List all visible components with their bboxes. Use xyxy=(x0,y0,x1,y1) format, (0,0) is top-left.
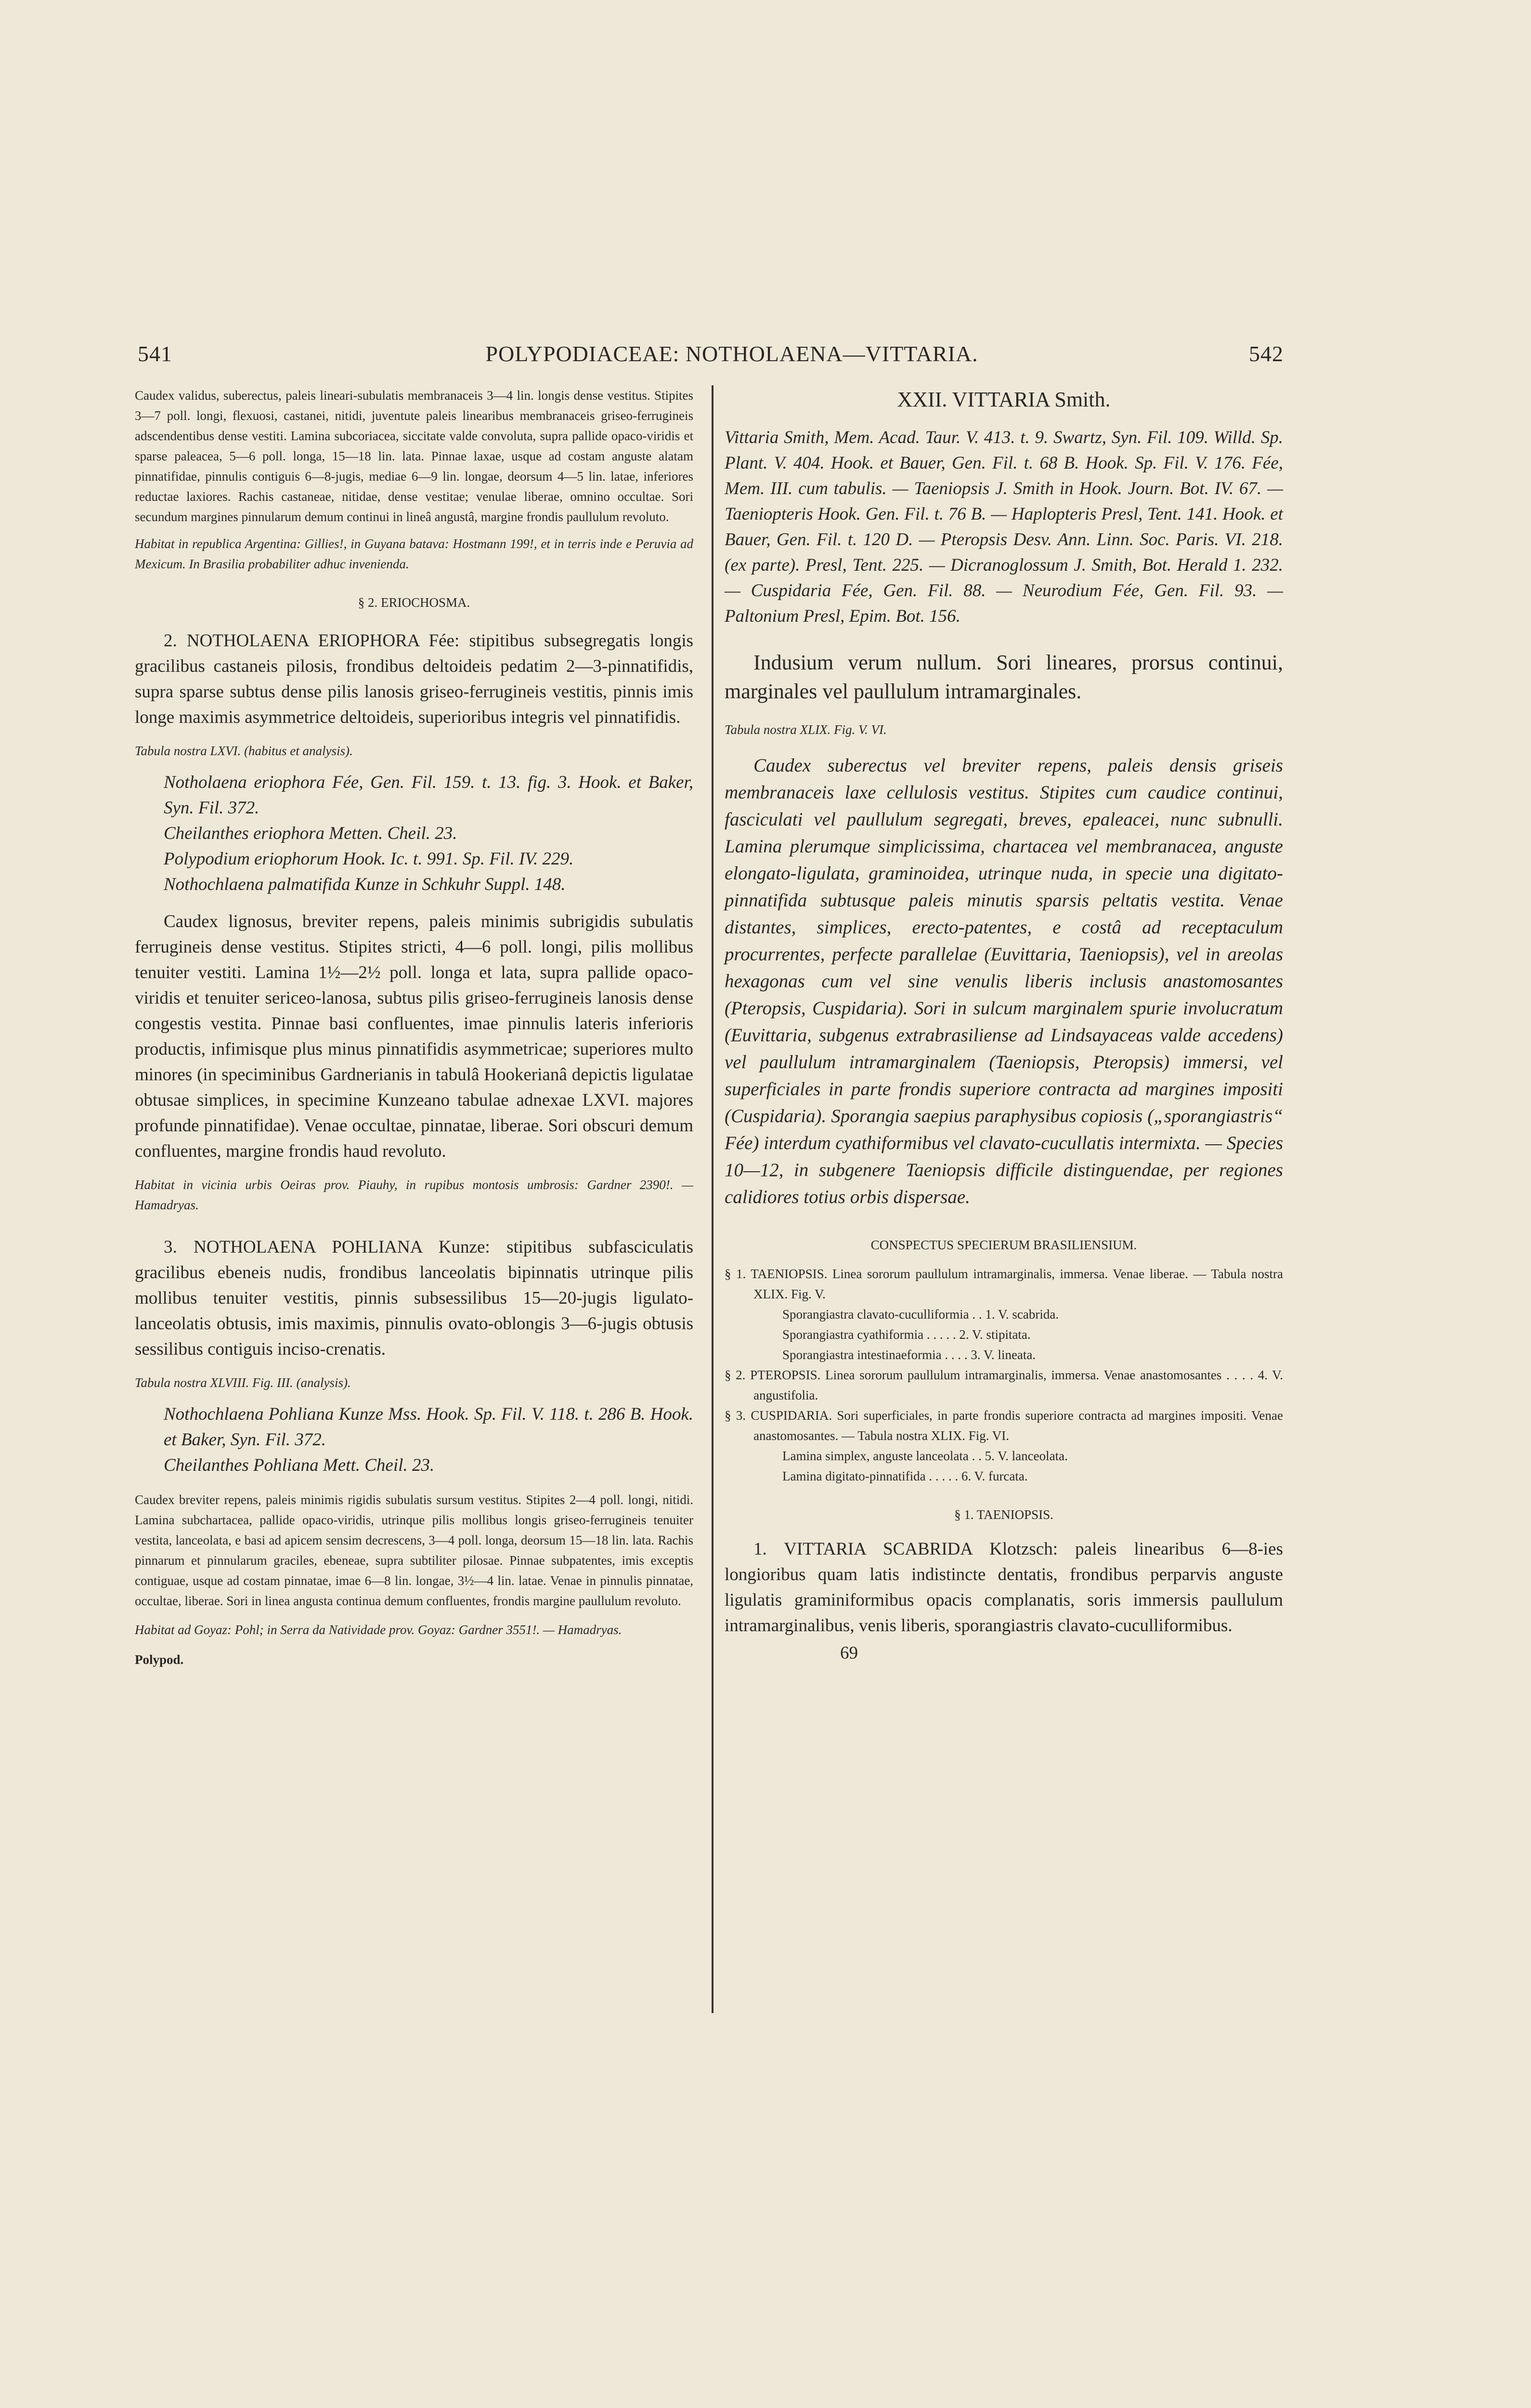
conspectus-section-3: § 3. CUSPIDARIA. Sori superficiales, in parte frondis superiore contracta ad margines impositi. Venae anastomosantes. — Tabula nostra XLIX. Fig. VI. xyxy=(725,1408,1283,1443)
synonym: Notholaena eriophora Fée, Gen. Fil. 159. t. 13. fig. 3. Hook. et Baker, Syn. Fil. 372. xyxy=(164,772,693,818)
conspectus-section-2: § 2. PTEROPSIS. Linea sororum paullulum intramarginalis, immersa. Venae anastomosantes . . . . 4. V. angustifolia. xyxy=(725,1368,1283,1402)
species-3-name: 3. NOTHOLAENA POHLIANA Kunze: xyxy=(164,1237,490,1257)
caudex-description-1: Caudex validus, suberectus, paleis lineari-subulatis membranaceis 3—4 lin. longis dense vestitus. Stipites 3—7 poll. longi, flexuosi, castanei, nitidi, juventute paleis linearibus membranaceis griseo-ferrugineis adscendentibus dense vestiti. Lamina subcoriacea, siccitate valde convoluta, supra pallide opaco-viridis et sparse paleacea, 5—6 poll. longa, 15—18 lin. lata. Pinnae laxae, usque ad costam anguste alatam pinnatifidae, pinnulis contiguis 6—8-jugis, mediae 6—9 lin. longae, deorsum 4—5 lin. latae, inferiores reductae laxiores. Rachis castaneae, nitidae, dense vestitae; venulae liberae, omnino occultae. Sori secundum margines pinnularum demum continui in lineâ angustâ, margine frondis paullulum revoluto. xyxy=(135,388,693,524)
synonyms-3 xyxy=(135,1401,693,1478)
conspectus-key-1 xyxy=(725,1304,1283,1365)
synonym: Polypodium eriophorum Hook. Ic. t. 991. Sp. Fil. IV. 229. xyxy=(164,849,574,869)
sheet-signature: Polypod. xyxy=(135,1652,184,1667)
genus-diagnosis: Indusium verum nullum. Sori lineares, prorsus continui, marginales vel paullulum intramarginales. xyxy=(725,651,1283,703)
key-entry: Lamina simplex, anguste lanceolata . . 5. V. lanceolata. xyxy=(782,1449,1068,1463)
conspectus xyxy=(725,1264,1283,1486)
habitat-1: Habitat in republica Argentina: Gillies!, in Guyana batava: Hostmann 199!, et in terris inde e Peruvia ad Mexicum. In Brasilia probabiliter adhuc invenienda. xyxy=(135,537,693,571)
species-2-name: 2. NOTHOLAENA ERIOPHORA Fée: xyxy=(164,631,460,651)
synonym: Cheilanthes eriophora Metten. Cheil. 23. xyxy=(164,824,457,843)
conspectus-title: CONSPECTUS SPECIERUM BRASILIENSIUM. xyxy=(870,1238,1137,1252)
key-entry: Sporangiastra cyathiformia . . . . . 2. V. stipitata. xyxy=(782,1327,1031,1342)
species-1-diagnosis: 1. VITTARIA SCABRIDA Klotzsch: paleis linearibus 6—8-ies longioribus quam latis indistincte dentatis, frondibus perparvis anguste ligulatis graminiformibus opacis complanatis, soris immersis paullulum intramarginalibus, venis liberis, sporangiastris clavato-cuculliformibus. xyxy=(725,1539,1283,1636)
genus-title: XXII. VITTARIA Smith. xyxy=(897,388,1111,411)
section-taeniopsis: § 1. TAENIOPSIS. xyxy=(954,1507,1053,1522)
section-eriochosma: § 2. ERIOCHOSMA. xyxy=(358,595,470,610)
synonym: Nothochlaena Pohliana Kunze Mss. Hook. Sp. Fil. V. 118. t. 286 B. Hook. et Baker, Syn. Fil. 372. xyxy=(164,1404,693,1450)
running-title: POLYPODIACEAE: NOTHOLAENA—VITTARIA. xyxy=(485,341,978,366)
page-signature: 69 xyxy=(840,1643,858,1663)
species-2-diagnosis: 2. NOTHOLAENA ERIOPHORA Fée: stipitibus subsegregatis longis gracilibus castaneis pilosis, frondibus deltoideis pedatim 2—3-pinnatifidis, supra sparse subtus dense pilis lanosis griseo-ferrugineis vestitis, pinnis imis longe maximis asymmetrice deltoideis, superioribus integris vel pinnatifidis. xyxy=(135,631,694,727)
plate-reference: Tabula nostra XLIX. Fig. V. VI. xyxy=(725,722,887,737)
conspectus-section-1: § 1. TAENIOPSIS. Linea sororum paullulum intramarginalis, immersa. Venae liberae. — Tabula nostra XLIX. Fig. V. xyxy=(725,1267,1283,1301)
right-column xyxy=(725,385,1283,1666)
plate-reference-3: Tabula nostra XLVIII. Fig. III. (analysis). xyxy=(135,1375,351,1390)
key-entry: Sporangiastra intestinaeformia . . . . 3. V. lineata. xyxy=(782,1348,1036,1362)
genus-synonymy: Vittaria Smith, Mem. Acad. Taur. V. 413. t. 9. Swartz, Syn. Fil. 109. Willd. Sp. Plant. V. 404. Hook. et Bauer, Gen. Fil. t. 68 B. Hook. Sp. Fil. V. 176. Fée, Mem. III. cum tabulis. — Taeniopsis J. Smith in Hook. Journ. Bot. IV. 67. — Taeniopteris Hook. Gen. Fil. t. 76 B. — Haplopteris Presl, Tent. 141. Hook. et Bauer, Gen. Fil. t. 120 D. — Pteropsis Desv. Ann. Linn. Soc. Paris. VI. 218. (ex parte). Presl, Tent. 225. — Dicranoglossum J. Smith, Bot. Herald 1. 232. — Cuspidaria Fée, Gen. Fil. 88. — Neurodium Fée, Gen. Fil. 93. — Paltonium Presl, Epim. Bot. 156. xyxy=(725,428,1283,626)
column-divider xyxy=(712,385,714,2013)
synonyms-2 xyxy=(135,770,693,897)
synonym: Cheilanthes Pohliana Mett. Cheil. 23. xyxy=(164,1455,435,1475)
right-page-number: 542 xyxy=(1249,341,1284,366)
synonym: Nothochlaena palmatifida Kunze in Schkuhr Suppl. 148. xyxy=(164,875,566,894)
habitat-2: Habitat in vicinia urbis Oeiras prov. Piauhy, in rupibus montosis umbrosis: Gardner 2390!. — Hamadryas. xyxy=(135,1178,693,1212)
caudex-description-2: Caudex lignosus, breviter repens, paleis minimis subrigidis subulatis ferrugineis dense vestitus. Stipites stricti, 4—6 poll. longi, pilis mollibus tenuiter vestiti. Lamina 1½—2½ poll. longa et lata, supra pallide opaco-viridis et tenuiter sericeo-lanosa, subtus pilis griseo-ferrugineis lanosis dense congestis vestita. Pinnae basi confluentes, imae pinnulis lateris inferioris productis, infimisque plus minus pinnatifidis asymmetricae; superiores multo minores (in speciminibus Gardnerianis in tabulâ Hookerianâ depictis ligulatae obtusae simplices, in specimine Kunzeano tabulae adnexae LXVI. majores profunde pinnatifidae). Venae occultae, pinnatae, liberae. Sori obscuri demum confluentes, margine frondis haud revoluto. xyxy=(135,912,693,1161)
conspectus-key-3 xyxy=(725,1446,1283,1486)
plate-reference-2: Tabula nostra LXVI. (habitus et analysis). xyxy=(135,744,353,758)
species-3-diagnosis: 3. NOTHOLAENA POHLIANA Kunze: stipitibus subfasciculatis gracilibus ebeneis nudis, frondibus lanceolatis bipinnatis utrinque pilis mollibus tenuiter vestitis, pinnis subsessilibus 15—20-jugis ligulato-lanceolatis obtusis, imis maximis, pinnulis ovato-oblongis 3—6-jugis obtusis sessilibus contiguis inciso-crenatis. xyxy=(135,1237,693,1359)
genus-description: Caudex suberectus vel breviter repens, paleis densis griseis membranaceis laxe cellulosis vestitus. Stipites cum caudice continui, fasciculati vel paullulum segregati, breves, epaleacei, nunc subnulli. Lamina plerumque simplicissima, chartacea vel membranacea, anguste elongato-ligulata, graminoidea, utrinque nuda, in specie una digitato-pinnatifida subtusque paleis minutis sparsis peltatis vestita. Venae distantes, simplices, erecto-patentes, e costâ ad receptaculum procurrentes, perfecte parallelae (Euvittaria, Taeniopsis), vel in areolas hexagonas cum vel sine venulis liberis inclusis anastomosantes (Pteropsis, Cuspidaria). Sori in sulcum marginalem spurie involucratum (Euvittaria, subgenus extrabrasiliense ad Lindsayaceas valde accedens) vel paullulum intramarginalem (Taeniopsis, Pteropsis) immersi, vel superficiales in parte frondis superiore contracta ad margines impositi (Cuspidaria). Sporangia saepius paraphysibus copiosis („sporangiastris“ Fée) interdum cyathiformibus vel clavato-cucullatis intermixta. — Species 10—12, in subgenere Taeniopsis difficile distinguendae, per regiones calidiores totius orbis dispersae. xyxy=(725,755,1283,1207)
key-entry: Sporangiastra clavato-cuculliformia . . 1. V. scabrida. xyxy=(782,1307,1059,1322)
habitat-3: Habitat ad Goyaz: Pohl; in Serra da Natividade prov. Goyaz: Gardner 3551!. — Hamadryas. xyxy=(135,1623,622,1637)
key-entry: Lamina digitato-pinnatifida . . . . . 6. V. furcata. xyxy=(782,1469,1028,1483)
left-page-number: 541 xyxy=(138,341,172,366)
caudex-description-3: Caudex breviter repens, paleis minimis rigidis subulatis sursum vestitus. Stipites 2—4 poll. longi, nitidi. Lamina subchartacea, pallide opaco-viridis, utrinque pilis mollibus longis griseo-ferrugineis tenuiter vestita, lanceolata, e basi ad apicem sensim decrescens, 3—4 poll. longa, deorsum 15—18 lin. lata. Rachis pinnarum et pinnularum graciles, ebeneae, supra subtiliter pilosae. Pinnae subpatentes, imis exceptis contiguae, usque ad costam pinnatae, imae 6—8 lin. longae, 3½—4 lin. latae. Venae in pinnulis pinnatae, occultae, liberae. Sori in linea angusta continua demum confluentes, frondis margine paullulum revoluto. xyxy=(135,1492,693,1608)
left-column xyxy=(135,385,693,1670)
species-1-name: 1. VITTARIA SCABRIDA Klotzsch: xyxy=(753,1539,1058,1559)
